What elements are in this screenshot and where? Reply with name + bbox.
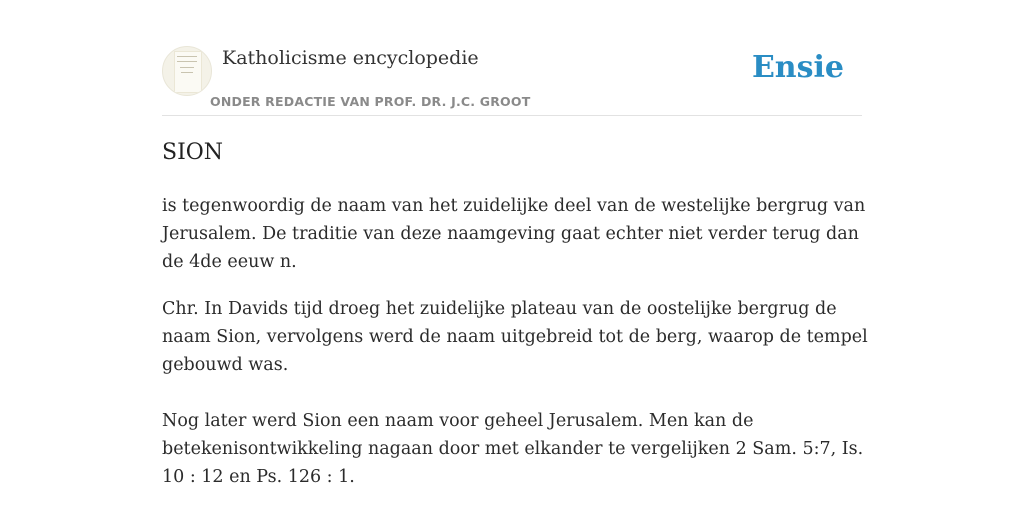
cover-line	[177, 61, 197, 62]
ensie-logo-link[interactable]: Ensie	[751, 50, 844, 85]
site-header	[162, 44, 862, 116]
article-body	[162, 192, 868, 510]
article-title: SION	[162, 140, 224, 165]
article-paragraph: is tegenwoordig de naam van het zuidelijke deel van de westelijke bergrug van Jerusalem. De traditie van deze naamgeving gaat echter niet verder terug dan de 4de eeuw n.	[162, 196, 866, 272]
cover-line	[180, 67, 194, 68]
encyclopedia-title-link[interactable]: Katholicisme encyclopedie	[222, 47, 479, 69]
editor-line: ONDER REDACTIE VAN PROF. DR. J.C. GROOT	[210, 94, 531, 109]
article-paragraph: Chr. In Davids tijd droeg het zuidelijke plateau van de oostelijke bergrug de naam Sion, vervolgens werd de naam uitgebreid tot de berg, waarop de tempel gebouwd was.	[162, 299, 868, 375]
cover-line	[181, 72, 193, 73]
cover-line	[177, 56, 197, 57]
encyclopedia-cover-thumbnail[interactable]	[162, 46, 212, 96]
article-paragraph: Nog later werd Sion een naam voor geheel Jerusalem. Men kan de betekenisontwikkeling nagaan door met elkander te vergelijken 2 Sam. 5:7, Is. 10 : 12 en Ps. 126 : 1.	[162, 411, 864, 487]
